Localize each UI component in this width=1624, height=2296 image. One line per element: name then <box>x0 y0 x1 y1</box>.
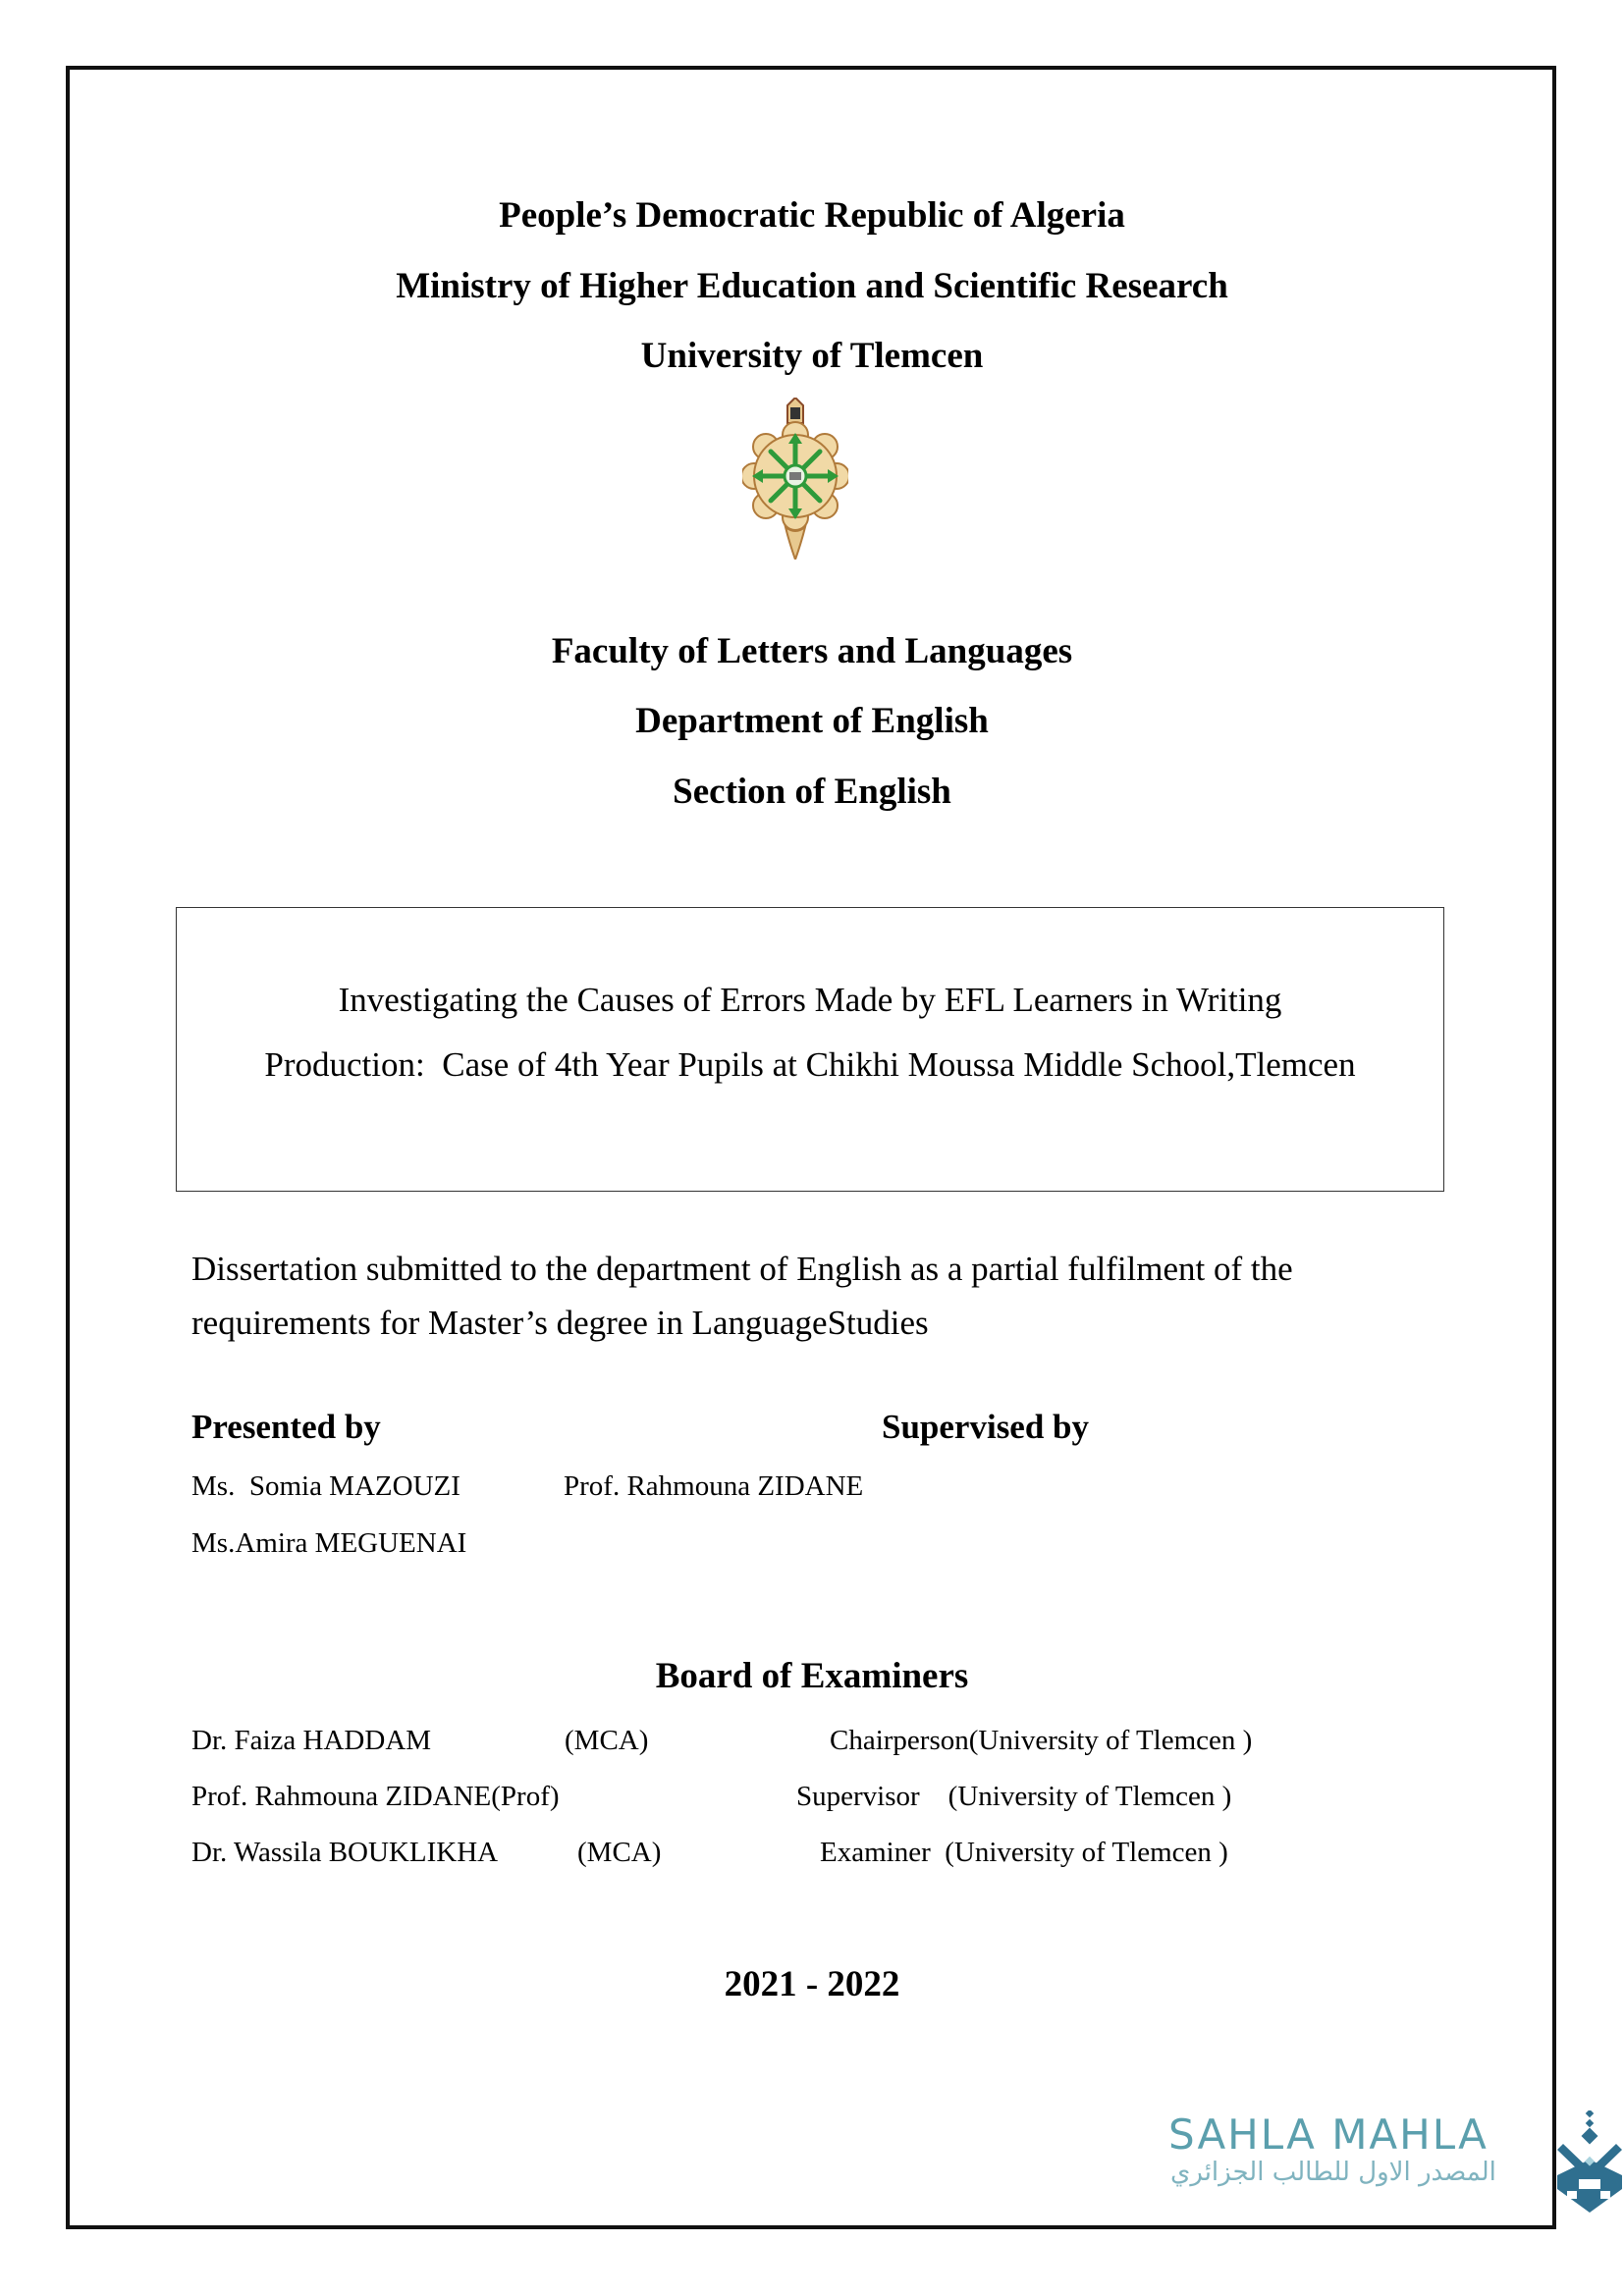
examiner-role: Chairperson(University of Tlemcen ) <box>830 1725 1253 1756</box>
department-name: Department of English <box>635 701 989 741</box>
examiner-name: Dr. Wassila BOUKLIKHA <box>191 1837 499 1868</box>
presented-by-label: Presented by <box>191 1408 381 1446</box>
examiner-grade: (MCA) <box>565 1725 649 1756</box>
faculty-name: Faculty of Letters and Languages <box>551 631 1073 671</box>
examiner-role: Supervisor (University of Tlemcen ) <box>796 1781 1232 1812</box>
examiner-name: Prof. Rahmouna ZIDANE(Prof) <box>191 1781 560 1812</box>
header-country: People’s Democratic Republic of Algeria <box>499 195 1125 236</box>
examiner-grade: (MCA) <box>577 1837 662 1868</box>
examiner-name: Dr. Faiza HADDAM <box>191 1725 432 1756</box>
header-university: University of Tlemcen <box>640 336 984 376</box>
watermark-title: SAHLA MAHLA <box>1168 2110 1489 2159</box>
dissertation-title-line-1: Investigating the Causes of Errors Made by EFL Learners in Writing <box>338 981 1282 1019</box>
supervisor-name: Prof. Rahmouna ZIDANE <box>564 1470 864 1502</box>
dissertation-statement-line-1: Dissertation submitted to the department of English as a partial fulfilment of the <box>191 1250 1293 1288</box>
academic-year: 2021 - 2022 <box>724 1964 900 2004</box>
section-name: Section of English <box>673 772 951 812</box>
sahla-mahla-logo-icon <box>1553 2110 1624 2218</box>
examiner-role: Examiner (University of Tlemcen ) <box>820 1837 1228 1868</box>
university-emblem-icon <box>742 398 848 560</box>
presenter-name: Ms.Amira MEGUENAI <box>191 1527 467 1559</box>
dissertation-title-box <box>176 907 1444 1192</box>
dissertation-title-line-2: Production: Case of 4th Year Pupils at Chikhi Moussa Middle School,Tlemcen <box>264 1045 1356 1084</box>
supervised-by-label: Supervised by <box>882 1408 1090 1446</box>
header-ministry: Ministry of Higher Education and Scientific Research <box>396 266 1228 306</box>
dissertation-statement-line-2: requirements for Master’s degree in LanguageStudies <box>191 1304 929 1342</box>
board-heading: Board of Examiners <box>655 1656 969 1696</box>
watermark-subtitle: المصدر الاول للطالب الجزائري <box>1170 2158 1496 2187</box>
presenter-name: Ms. Somia MAZOUZI <box>191 1470 460 1502</box>
